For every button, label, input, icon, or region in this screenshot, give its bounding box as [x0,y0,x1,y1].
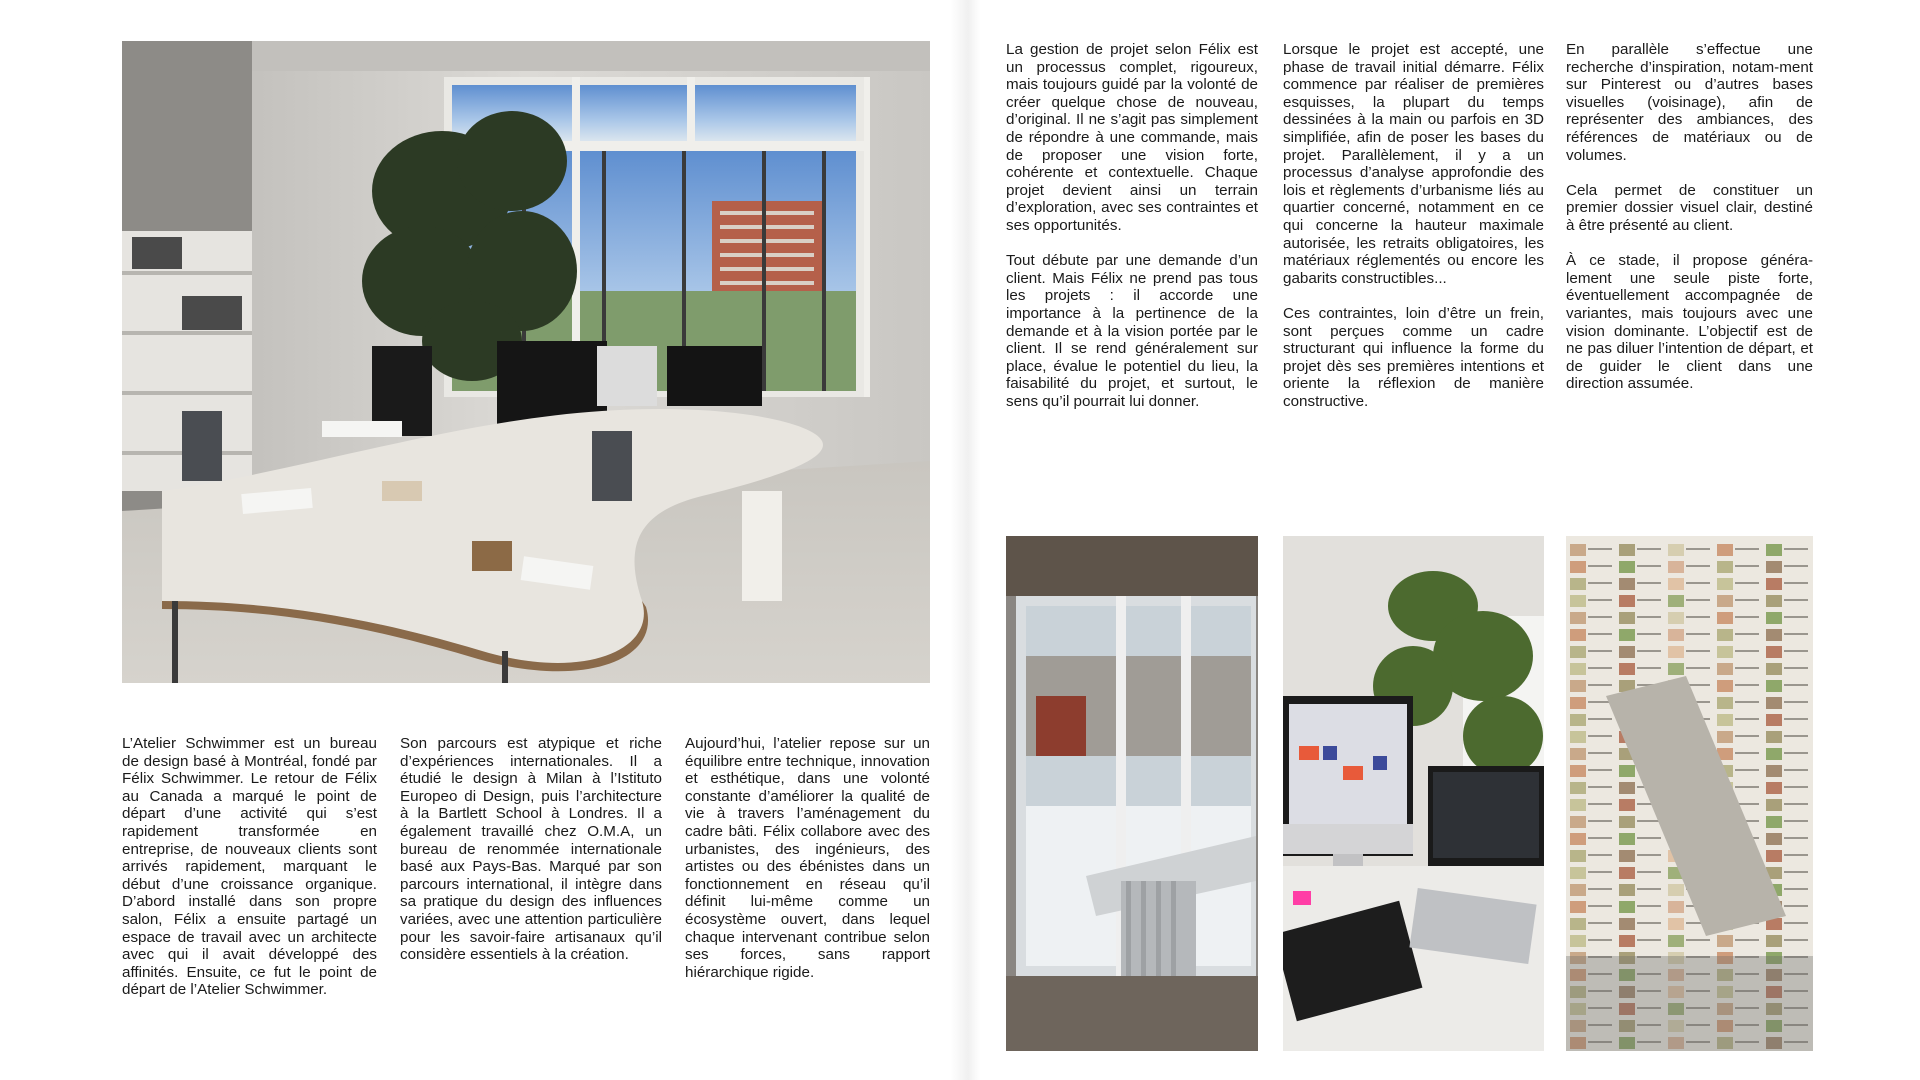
intro-column-1 [122,735,377,999]
intro-column-3 [685,735,930,981]
intro-column-2 [400,735,662,964]
paragraph: Cela permet de constituer un premier dossier visuel clair, destiné à être présenté au client. [1566,181,1813,234]
paragraph: Lorsque le projet est accepté, une phase de travail initial démarre. Félix commence par réaliser de premières esquisses, la plupart du temps dessinées à la main ou parfois en 3D simplifiée, afin de poser les bases du projet. Parallèlement, il y a un processus d’analyse approfondie des lois et règlements d’urbanisme liés au quartier concerné, notamment en ce qui concerne la hauteur maximale autorisée, les retraits obligatoires, les matériaux réglementés ou encore les gabarits constructibles... [1283,41,1544,287]
paragraph: En parallèle s’effectue une recherche d’inspiration, notam-ment sur Pinterest ou d’autres bases visuelles (voisinage), afin de représenter des ambiances, des références de matériaux ou de volumes. [1566,41,1813,164]
office-interior-photo [122,41,930,683]
paragraph: Ces contraintes, loin d’être un frein, sont perçues comme un cadre structurant qui influence la forme du projet dès ses premières intentions et oriente la réflexion de manière constructive. [1283,304,1544,410]
paragraph: Aujourd’hui, l’atelier repose sur un équilibre entre technique, innovation et esthétique, dans une volonté constante d’améliorer la qualité de vie à travers l’aménagement du cadre bâti. Félix collabore avec des urbanistes, des ingénieurs, des artistes ou des ébénistes dans un fonctionnement en réseau qu’il définit lui-même comme un écosystème ouvert, dans lequel chaque intervenant contribue selon ses forces, sans rapport hiérarchique rigide. [685,735,930,981]
process-column-2 [1283,41,1544,410]
paragraph: La gestion de projet selon Félix est un processus complet, rigoureux, mais toujours guidé par la volonté de créer quelque chose de nouveau, d’original. Il ne s’agit pas simplement de répondre à une commande, mais de proposer une vision forte, cohérente et contextuelle. Chaque projet devient ainsi un terrain d’exploration, avec ses contraintes et ses opportunités. [1006,41,1258,234]
paint-swatches-photo [1566,536,1813,1051]
process-column-1 [1006,41,1258,410]
workstation-photo [1283,536,1544,1051]
spread-gutter-shadow [950,0,980,1080]
paragraph: À ce stade, il propose généra-lement une seule piste forte, éventuellement accompagnée de variantes, mais toujours avec une vision dominante. L’objectif est de ne pas diluer l’intention de départ, et de guider le client dans une direction assumée. [1566,252,1813,393]
renovation-window-photo [1006,536,1258,1051]
paragraph: Son parcours est atypique et riche d’expériences internationales. Il a étudié le design à Milan à l’Istituto Europeo di Design, puis l’architecture à la Bartlett School à Londres. Il a également travaillé chez O.M.A, un bureau de renommée internationale basé aux Pays-Bas. Marqué par son parcours international, il intègre dans sa pratique du design des influences variées, avec une attention particulière pour les savoir-faire artisanaux qu’il considère essentiels à la création. [400,735,662,964]
paragraph: L’Atelier Schwimmer est un bureau de design basé à Montréal, fondé par Félix Schwimmer. Le retour de Félix au Canada a marqué le point de départ d’une activité qui s’est rapidement transformée en entreprise, de nouveaux clients sont arrivés rapidement, marquant le début d’une croissance organique. D’abord installé dans son propre salon, Félix a ensuite partagé un espace de travail avec un architecte avec qui il avait développé des affinités. Ensuite, ce fut le point de départ de l’Atelier Schwimmer. [122,735,377,999]
paragraph: Tout débute par une demande d’un client. Mais Félix ne prend pas tous les projets : il accorde une importance à la pertinence de la demande et à la vision portée par le client. Il se rend généralement sur place, évalue le potentiel du lieu, la faisabilité du projet, et surtout, le sens qu’il pourrait lui donner. [1006,252,1258,410]
process-column-3 [1566,41,1813,393]
